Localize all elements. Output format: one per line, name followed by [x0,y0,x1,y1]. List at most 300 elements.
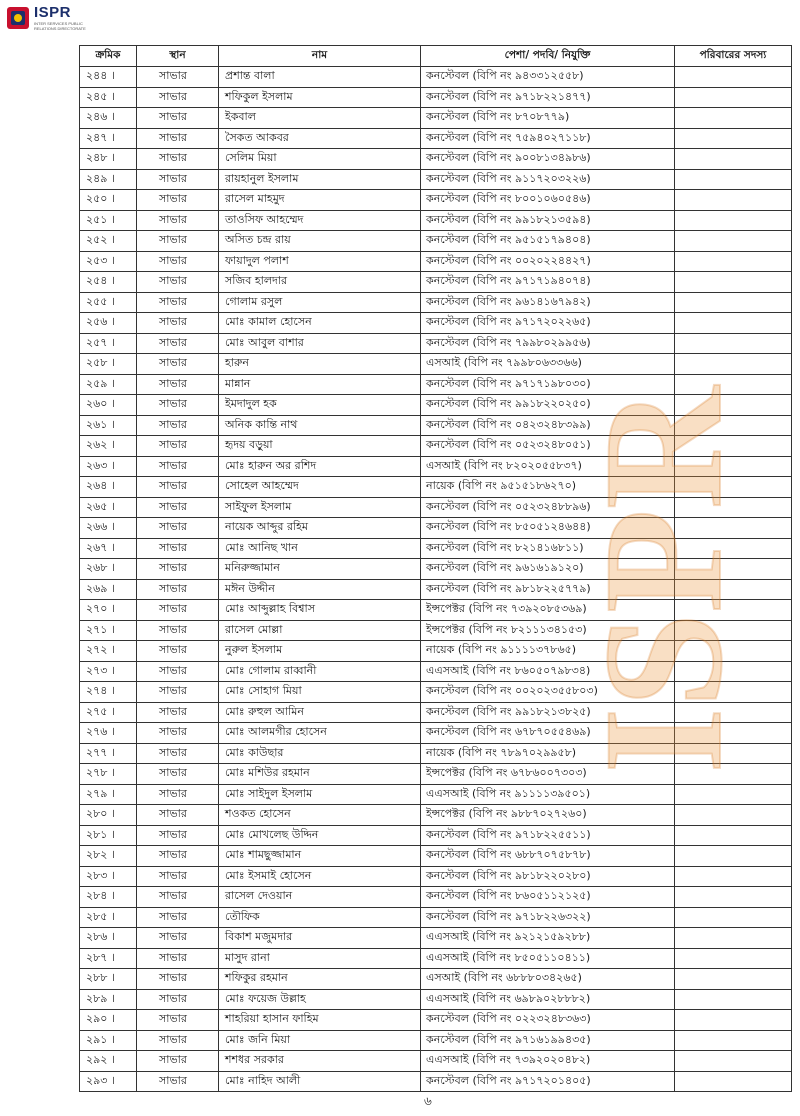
table-row [80,1071,792,1092]
family-cell [675,292,792,313]
family-cell [675,805,792,826]
watermark-text: ISPR [569,386,757,774]
serial-cell: ২৪৬ । [80,108,137,129]
place-cell: সাভার [137,415,219,436]
name-cell: শফিকুর রহমান [219,969,421,990]
table-row [80,846,792,867]
table-row [80,969,792,990]
name-cell: নুরুল ইসলাম [219,641,421,662]
place-cell: সাভার [137,374,219,395]
serial-cell: ২৬৬ । [80,518,137,539]
serial-cell: ২৫১ । [80,210,137,231]
name-cell: গোলাম রসুল [219,292,421,313]
serial-cell: ২৯২ । [80,1051,137,1072]
family-cell [675,866,792,887]
serial-cell: ২৪৭ । [80,128,137,149]
serial-cell: ২৭৫ । [80,702,137,723]
name-cell: মোঃ মোখলেছ উদ্দিন [219,825,421,846]
place-cell: সাভার [137,169,219,190]
family-cell [675,149,792,170]
name-cell: মঈন উদ্দীন [219,579,421,600]
name-cell: সাইফুল ইসলাম [219,497,421,518]
serial-cell: ২৫৫ । [80,292,137,313]
name-cell: তৌফিক [219,907,421,928]
role-cell: কনস্টেবল (বিপি নং ০৫২৩২৪৮৮৯৬) [421,497,675,518]
table-row [80,128,792,149]
place-cell: সাভার [137,1071,219,1092]
place-cell: সাভার [137,67,219,88]
place-cell: সাভার [137,128,219,149]
family-cell [675,723,792,744]
place-cell: সাভার [137,1010,219,1031]
name-cell: মাসুদ রানা [219,948,421,969]
place-cell: সাভার [137,887,219,908]
serial-cell: ২৬৩ । [80,456,137,477]
table-row [80,538,792,559]
table-row [80,456,792,477]
table-row [80,436,792,457]
table-row [80,313,792,334]
role-cell: কনস্টেবল (বিপি নং ৯৭১৭২০২২৬৫) [421,313,675,334]
family-cell [675,784,792,805]
family-cell [675,190,792,211]
place-cell: সাভার [137,723,219,744]
table-row [80,497,792,518]
name-cell: প্রশান্ত বালা [219,67,421,88]
table-row [80,108,792,129]
place-cell: সাভার [137,333,219,354]
name-cell: রাসেল দেওয়ান [219,887,421,908]
name-cell: মোঃ ফয়েজ উল্লাহ [219,989,421,1010]
serial-cell: ২৮৭ । [80,948,137,969]
serial-cell: ২৪৮ । [80,149,137,170]
serial-cell: ২৮৬ । [80,928,137,949]
role-cell: কনস্টেবল (বিপি নং ৯৭১৭১৯৮০৩০) [421,374,675,395]
role-cell: কনস্টেবল (বিপি নং ৯৯১৮২১৩৫৯৪) [421,210,675,231]
place-cell: সাভার [137,846,219,867]
role-cell: কনস্টেবল (বিপি নং ৯৬১৪১৬৭৯৪২) [421,292,675,313]
place-cell: সাভার [137,579,219,600]
place-cell: সাভার [137,805,219,826]
role-cell: কনস্টেবল (বিপি নং ৬৮৮৭০৭৫৮৭৮) [421,846,675,867]
table-row [80,190,792,211]
serial-cell: ২৫৬ । [80,313,137,334]
serial-cell: ২৬৪ । [80,477,137,498]
place-cell: সাভার [137,1051,219,1072]
family-cell [675,538,792,559]
place-cell: সাভার [137,661,219,682]
role-cell: কনস্টেবল (বিপি নং ৯৭১৮২২১৪৭৭) [421,87,675,108]
place-cell: সাভার [137,497,219,518]
family-cell [675,928,792,949]
name-cell: সজিব হালদার [219,272,421,293]
name-cell: সৈকত আকবর [219,128,421,149]
role-cell: কনস্টেবল (বিপি নং ০০২০২২৪৪২৭) [421,251,675,272]
table-row [80,743,792,764]
table-row [80,169,792,190]
place-cell: সাভার [137,538,219,559]
role-cell: কনস্টেবল (বিপি নং ৬৭৮৭০৫৫৪৬৯) [421,723,675,744]
place-cell: সাভার [137,641,219,662]
role-cell: কনস্টেবল (বিপি নং ৮২১৪১৬৮১১) [421,538,675,559]
role-cell: কনস্টেবল (বিপি নং ৯৭১৮২২৫৫১১) [421,825,675,846]
table-row [80,1030,792,1051]
name-cell: মোঃ সোহাগ মিয়া [219,682,421,703]
role-cell: ইন্সপেক্টর (বিপি নং ৬৭৮৬০০৭৩০৩) [421,764,675,785]
table-row [80,989,792,1010]
serial-cell: ২৭৩ । [80,661,137,682]
place-cell: সাভার [137,620,219,641]
place-cell: সাভার [137,764,219,785]
family-cell [675,251,792,272]
family-cell [675,620,792,641]
serial-cell: ২৮২ । [80,846,137,867]
table-row [80,702,792,723]
serial-cell: ২৫৪ । [80,272,137,293]
place-cell: সাভার [137,825,219,846]
family-cell [675,210,792,231]
table-row [80,784,792,805]
serial-cell: ২৯০ । [80,1010,137,1031]
table-header-row [80,46,792,67]
table-row [80,887,792,908]
serial-cell: ২৪৪ । [80,67,137,88]
place-cell: সাভার [137,87,219,108]
role-cell: এসআই (বিপি নং ৬৮৮৮০৩৪২৬৫) [421,969,675,990]
role-cell: নায়েক (বিপি নং ৯৫১৫১৮৬২৭০) [421,477,675,498]
place-cell: সাভার [137,682,219,703]
family-cell [675,67,792,88]
table-row [80,1010,792,1031]
role-cell: কনস্টেবল (বিপি নং ৯৯১৮২১৩৮২৫) [421,702,675,723]
name-cell: মোঃ রুহুল আমিন [219,702,421,723]
name-cell: মোঃ গোলাম রাব্বানী [219,661,421,682]
role-cell: এএসআই (বিপি নং ৯২১২১৫৯২৮৮) [421,928,675,949]
name-cell: মোঃ আবুল বাশার [219,333,421,354]
place-cell: সাভার [137,210,219,231]
role-cell: কনস্টেবল (বিপি নং ৭৯৯৮০২৯৯৫৬) [421,333,675,354]
serial-cell: ২৪৯ । [80,169,137,190]
table-row [80,149,792,170]
family-cell [675,682,792,703]
ispr-logo [6,4,106,38]
column-header-role: পেশা/ পদবি/ নিযুক্তি [421,46,675,67]
family-cell [675,600,792,621]
page-number: ৬ [424,1094,432,1108]
role-cell: কনস্টেবল (বিপি নং ৯৪৩৩১২৫৫৮) [421,67,675,88]
table-row [80,333,792,354]
family-cell [675,354,792,375]
table-row [80,579,792,600]
serial-cell: ২৭৮ । [80,764,137,785]
family-cell [675,108,792,129]
family-cell [675,477,792,498]
family-cell [675,87,792,108]
serial-cell: ২৮০ । [80,805,137,826]
name-cell: মোঃ নাহিদ আলী [219,1071,421,1092]
role-cell: এসআই (বিপি নং ৮২০২০৫৫৮৩৭) [421,456,675,477]
name-cell: মোঃ শামছুজ্জামান [219,846,421,867]
role-cell: কনস্টেবল (বিপি নং ৯৭১৮২২৬৩২২) [421,907,675,928]
table-row [80,723,792,744]
role-cell: কনস্টেবল (বিপি নং ৮৫০৫১২৪৬৪৪) [421,518,675,539]
name-cell: মোঃ কাউছার [219,743,421,764]
place-cell: সাভার [137,518,219,539]
column-header-name: নাম [219,46,421,67]
name-cell: সেলিম মিয়া [219,149,421,170]
family-cell [675,661,792,682]
table-row [80,764,792,785]
table-row [80,415,792,436]
place-cell: সাভার [137,559,219,580]
personnel-table [79,45,792,1092]
serial-cell: ২৭০ । [80,600,137,621]
role-cell: ইন্সপেক্টর (বিপি নং ৭৩৯২০৮৫৩৬৯) [421,600,675,621]
name-cell: বিকাশ মজুমদার [219,928,421,949]
family-cell [675,989,792,1010]
place-cell: সাভার [137,251,219,272]
family-cell [675,887,792,908]
family-cell [675,1010,792,1031]
serial-cell: ২৭১ । [80,620,137,641]
name-cell: মোঃ সাইদুল ইসলাম [219,784,421,805]
table-row [80,251,792,272]
place-cell: সাভার [137,292,219,313]
family-cell [675,333,792,354]
place-cell: সাভার [137,702,219,723]
table-row [80,866,792,887]
place-cell: সাভার [137,928,219,949]
serial-cell: ২৭৯ । [80,784,137,805]
table-row [80,1051,792,1072]
serial-cell: ২৫২ । [80,231,137,252]
place-cell: সাভার [137,1030,219,1051]
name-cell: তাওসিফ আহম্মেদ [219,210,421,231]
place-cell: সাভার [137,272,219,293]
serial-cell: ২৯৩ । [80,1071,137,1092]
serial-cell: ২৭৬ । [80,723,137,744]
family-cell [675,497,792,518]
table-row [80,354,792,375]
name-cell: মোঃ হারুন অর রশিদ [219,456,421,477]
name-cell: শওকত হোসেন [219,805,421,826]
name-cell: নায়েক আব্দুর রহিম [219,518,421,539]
role-cell: কনস্টেবল (বিপি নং ৮০০১০৬০৫৪৬) [421,190,675,211]
name-cell: মোঃ আলমগীর হোসেন [219,723,421,744]
role-cell: এএসআই (বিপি নং ৬৯৮৯০২৮৮৮২) [421,989,675,1010]
table-row [80,907,792,928]
logo-text: ISPR [34,4,72,21]
name-cell: অনিক কান্তি নাথ [219,415,421,436]
role-cell: কনস্টেবল (বিপি নং ৭৫৯৪০২৭১১৮) [421,128,675,149]
serial-cell: ২৬২ । [80,436,137,457]
name-cell: মনিরুজ্জামান [219,559,421,580]
table-row [80,292,792,313]
family-cell [675,128,792,149]
role-cell: এসআই (বিপি নং ৭৯৯৮০৬৩৩৬৬) [421,354,675,375]
place-cell: সাভার [137,436,219,457]
family-cell [675,825,792,846]
family-cell [675,313,792,334]
family-cell [675,702,792,723]
table-row [80,272,792,293]
column-header-family: পরিবারের সদস্য [675,46,792,67]
table-row [80,928,792,949]
family-cell [675,456,792,477]
family-cell [675,374,792,395]
name-cell: মোঃ আব্দুল্লাহ বিশ্বাস [219,600,421,621]
table-row [80,67,792,88]
serial-cell: ২৭৪ । [80,682,137,703]
serial-cell: ২৫০ । [80,190,137,211]
place-cell: সাভার [137,784,219,805]
role-cell: কনস্টেবল (বিপি নং ০৪২৩২৪৮৩৯৯) [421,415,675,436]
table-row [80,600,792,621]
role-cell: কনস্টেবল (বিপি নং ৯৮১৮২২০২৮০) [421,866,675,887]
name-cell: মান্নান [219,374,421,395]
place-cell: সাভার [137,600,219,621]
family-cell [675,764,792,785]
serial-cell: ২৭২ । [80,641,137,662]
family-cell [675,272,792,293]
table-row [80,948,792,969]
role-cell: এএসআই (বিপি নং ৯১১১১৩৯৫০১) [421,784,675,805]
family-cell [675,231,792,252]
table-row [80,805,792,826]
name-cell: হৃদয় বড়ুয়া [219,436,421,457]
table-row [80,395,792,416]
place-cell: সাভার [137,395,219,416]
place-cell: সাভার [137,743,219,764]
place-cell: সাভার [137,477,219,498]
name-cell: হারুন [219,354,421,375]
role-cell: কনস্টেবল (বিপি নং ৯৫১৫১৭৯৪০৪) [421,231,675,252]
serial-cell: ২৬১ । [80,415,137,436]
serial-cell: ২৭৭ । [80,743,137,764]
table-row [80,374,792,395]
family-cell [675,907,792,928]
place-cell: সাভার [137,948,219,969]
family-cell [675,169,792,190]
table-row [80,210,792,231]
place-cell: সাভার [137,989,219,1010]
column-header-place: স্থান [137,46,219,67]
place-cell: সাভার [137,108,219,129]
role-cell: কনস্টেবল (বিপি নং ৯৭১৭১৯৪০৭৪) [421,272,675,293]
name-cell: মোঃ কামাল হোসেন [219,313,421,334]
role-cell: কনস্টেবল (বিপি নং ৯৭১৭২০১৪০৫) [421,1071,675,1092]
name-cell: মোঃ ইসমাই হোসেন [219,866,421,887]
role-cell: ইন্সপেক্টর (বিপি নং ৯৮৮৭০২৭২৬০) [421,805,675,826]
name-cell: রায়হানুল ইসলাম [219,169,421,190]
table-row [80,477,792,498]
name-cell: রাসেল মোল্লা [219,620,421,641]
serial-cell: ২৪৫ । [80,87,137,108]
role-cell: কনস্টেবল (বিপি নং ০৫২৩২৪৮০৫১) [421,436,675,457]
logo-subtext: INTER SERVICES PUBLIC RELATIONS DIRECTORATE [34,21,86,31]
table-row [80,661,792,682]
serial-cell: ২৬৭ । [80,538,137,559]
name-cell: ফায়াদুল পলাশ [219,251,421,272]
serial-cell: ২৮৪ । [80,887,137,908]
family-cell [675,743,792,764]
role-cell: কনস্টেবল (বিপি নং ৮৬০৫১১২১২৫) [421,887,675,908]
table-row [80,559,792,580]
table-body [80,67,792,1092]
serial-cell: ২৫৮ । [80,354,137,375]
role-cell: নায়েক (বিপি নং ৯১১১১৩৭৮৬৫) [421,641,675,662]
family-cell [675,436,792,457]
name-cell: শশধর সরকার [219,1051,421,1072]
place-cell: সাভার [137,354,219,375]
table-row [80,231,792,252]
serial-cell: ২৫৭ । [80,333,137,354]
role-cell: কনস্টেবল (বিপি নং ৯১১৭২০৩২২৬) [421,169,675,190]
place-cell: সাভার [137,866,219,887]
table-row [80,518,792,539]
place-cell: সাভার [137,313,219,334]
role-cell: এএসআই (বিপি নং ৭৩৯২০২০৪৮২) [421,1051,675,1072]
serial-cell: ২৫৯ । [80,374,137,395]
serial-cell: ২৬৯ । [80,579,137,600]
role-cell: কনস্টেবল (বিপি নং ৯৬১৬১৯১২০) [421,559,675,580]
name-cell: সোহেল আহম্মেদ [219,477,421,498]
table-row [80,87,792,108]
place-cell: সাভার [137,231,219,252]
name-cell: ইকবাল [219,108,421,129]
family-cell [675,518,792,539]
family-cell [675,1051,792,1072]
serial-cell: ২৮৫ । [80,907,137,928]
family-cell [675,395,792,416]
name-cell: মোঃ মশিউর রহমান [219,764,421,785]
role-cell: কনস্টেবল (বিপি নং ৯৮১৮২২৫৭৭৯) [421,579,675,600]
name-cell: মোঃ আনিছ খান [219,538,421,559]
family-cell [675,1071,792,1092]
serial-cell: ২৫৩ । [80,251,137,272]
column-header-serial: ক্রমিক [80,46,137,67]
family-cell [675,415,792,436]
table-row [80,620,792,641]
family-cell [675,948,792,969]
serial-cell: ২৮৮ । [80,969,137,990]
role-cell: এএসআই (বিপি নং ৮৬০৫০৭৯৮৩৪) [421,661,675,682]
serial-cell: ২৬০ । [80,395,137,416]
family-cell [675,559,792,580]
name-cell: মোঃ জনি মিয়া [219,1030,421,1051]
role-cell: ইন্সপেক্টর (বিপি নং ৮২১১১৩৪১৫৩) [421,620,675,641]
name-cell: ইমদাদুল হক [219,395,421,416]
role-cell: কনস্টেবল (বিপি নং ৯০০৮১৩৪৯৮৬) [421,149,675,170]
place-cell: সাভার [137,149,219,170]
serial-cell: ২৮১ । [80,825,137,846]
family-cell [675,846,792,867]
serial-cell: ২৬৮ । [80,559,137,580]
name-cell: অসিত চন্দ্র রায় [219,231,421,252]
family-cell [675,641,792,662]
role-cell: কনস্টেবল (বিপি নং ০০২০২৩৫৫৮০৩) [421,682,675,703]
name-cell: রাসেল মাহমুদ [219,190,421,211]
serial-cell: ২৬৫ । [80,497,137,518]
family-cell [675,1030,792,1051]
role-cell: কনস্টেবল (বিপি নং ০২২৩২৪৮৩৬৩) [421,1010,675,1031]
table-row [80,682,792,703]
serial-cell: ২৯১ । [80,1030,137,1051]
table-row [80,825,792,846]
name-cell: শফিকুল ইসলাম [219,87,421,108]
role-cell: কনস্টেবল (বিপি নং ৯৭১৬১৯৯৪৩৫) [421,1030,675,1051]
place-cell: সাভার [137,907,219,928]
